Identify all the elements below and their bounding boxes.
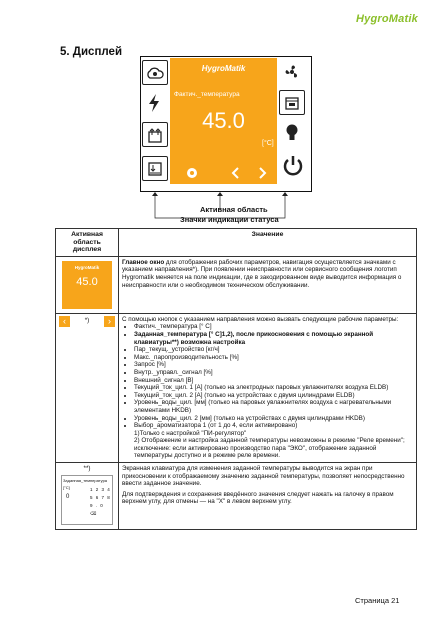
chevron-left-icon: ‹ — [59, 316, 70, 327]
active-area-caption: Активная область — [200, 205, 268, 214]
row-marker: **) — [83, 465, 91, 473]
cloud-gear-icon[interactable] — [142, 60, 168, 85]
parameter-unit: [°C] — [262, 140, 274, 147]
lightbulb-icon — [285, 124, 299, 147]
footnote-2: 2) Отображение и настройка заданной температуры невозможны в режиме "Реле времени"; исключение: если активировано производство пара "ЭКО", отображение заданной температуры доступно и в режиме реле времени. — [134, 437, 405, 460]
chevron-left-icon — [233, 168, 238, 178]
settings-gear-icon — [187, 168, 197, 178]
list-item: • Запрос [%] — [134, 361, 413, 369]
table-row — [56, 463, 417, 530]
row-marker: *) — [84, 317, 90, 325]
col-header-meaning: Значение — [119, 229, 417, 257]
thumbnail-value: 45.0 — [76, 275, 98, 288]
fan-icon — [283, 63, 301, 86]
brand-logo: HygroMatik — [356, 13, 418, 25]
keypad-keys: 1 2 3 4 5 6 7 8 9 . 0 ⌫ — [90, 486, 110, 516]
list-item: • Внешний_сигнал [В] — [134, 377, 413, 385]
navigation-intro: С помощью кнопок с указанием направления можно вызвать следующие рабочие параметры: — [122, 315, 399, 323]
table-row — [56, 256, 417, 313]
main-window-text: для отображения рабочих параметров, навигация осуществляется значками с указанием направления*). При появлении неисправности или сервисного сообщения логотип Hygromatik меняется на поле индикации, где в закодированном виде выводится информация о неисправности или о необходимом техническом обслуживании. — [122, 258, 402, 289]
cylinder-down-icon[interactable] — [142, 156, 168, 181]
main-window-thumbnail — [62, 261, 112, 309]
list-item: • Внутр._управл._сигнал [%] — [134, 369, 413, 377]
display-areas-table — [55, 228, 417, 530]
chevron-right-icon — [260, 168, 265, 178]
chevron-right-icon: › — [104, 316, 115, 327]
parameter-label: Фактич._температура — [174, 91, 240, 98]
list-item: • Макс._паропроизводительность [%] — [134, 354, 413, 362]
main-window-title: Главное окно — [122, 258, 165, 266]
list-item: • Заданная_температура [° C]1,2), после прикосновения с помощью экранной клавиатуры**) возможна настройка — [134, 331, 413, 346]
screen-nav-bar — [170, 162, 277, 184]
power-icon[interactable] — [281, 154, 305, 183]
timer-icon[interactable] — [279, 90, 305, 115]
list-item: • Пар_текущ._устройство [кг/ч] — [134, 346, 413, 354]
col-header-area: Активная область дисплея — [56, 229, 119, 257]
display-screen[interactable] — [170, 58, 277, 184]
list-item: • Фактич._температура [° C] — [134, 323, 413, 331]
keypad-value: 0 — [66, 493, 70, 500]
thumbnail-logo: HygroMatik — [74, 264, 100, 270]
list-item: • Выбор_ароматизатора 1 (от 1 до 4, если активировано) — [134, 422, 413, 430]
list-item: • Текущий_ток_цил. 1 [A] (только на электродных паровых увлажнителях воздуха ELDB) — [134, 384, 413, 392]
list-item: • Уровень_воды_цил. 2 [мм] (только на устройствах с двумя цилиндрами HKDB) — [134, 415, 413, 423]
section-title: 5. Дисплей — [60, 46, 123, 58]
keypad-title: Заданная_температура [°C] — [63, 477, 108, 491]
cylinder-up-icon[interactable] — [142, 122, 168, 147]
table-row — [56, 313, 417, 462]
screen-logo: HygroMatik — [201, 64, 246, 73]
keypad-confirm-text: Для подтверждения и сохранения введённого значения следует нажать на галочку в правом верхнем углу, для отмены — на "X" в левом верхнем углу. — [122, 490, 394, 506]
footnote-1: 1)Только с настройкой "ПИ-регулятор" — [134, 429, 247, 437]
status-icons-caption: Значки индикации статуса — [180, 215, 279, 224]
left-icon-column — [142, 58, 170, 187]
list-item: • Текущий_ток_цил. 2 [A] (только на устройствах с двумя цилиндрами ELDB) — [134, 392, 413, 400]
list-item: • Уровень_воды_цил. [мм] (только на паровых увлажнителях воздуха с нагревательными элементами HKDB) — [134, 399, 413, 414]
keypad-description: Экранная клавиатура для изменения заданной температуры выводится на экран при прикосновении к отображаемому значению заданной температуры, позволяет непосредственно ввести заданное значение. — [122, 465, 405, 488]
parameter-list — [122, 323, 413, 429]
keypad-thumbnail — [61, 475, 113, 525]
parameter-value[interactable]: 45.0 — [202, 108, 245, 133]
right-icon-column — [279, 58, 307, 187]
lightning-icon — [146, 94, 162, 117]
page-number: Страница 21 — [355, 596, 400, 605]
